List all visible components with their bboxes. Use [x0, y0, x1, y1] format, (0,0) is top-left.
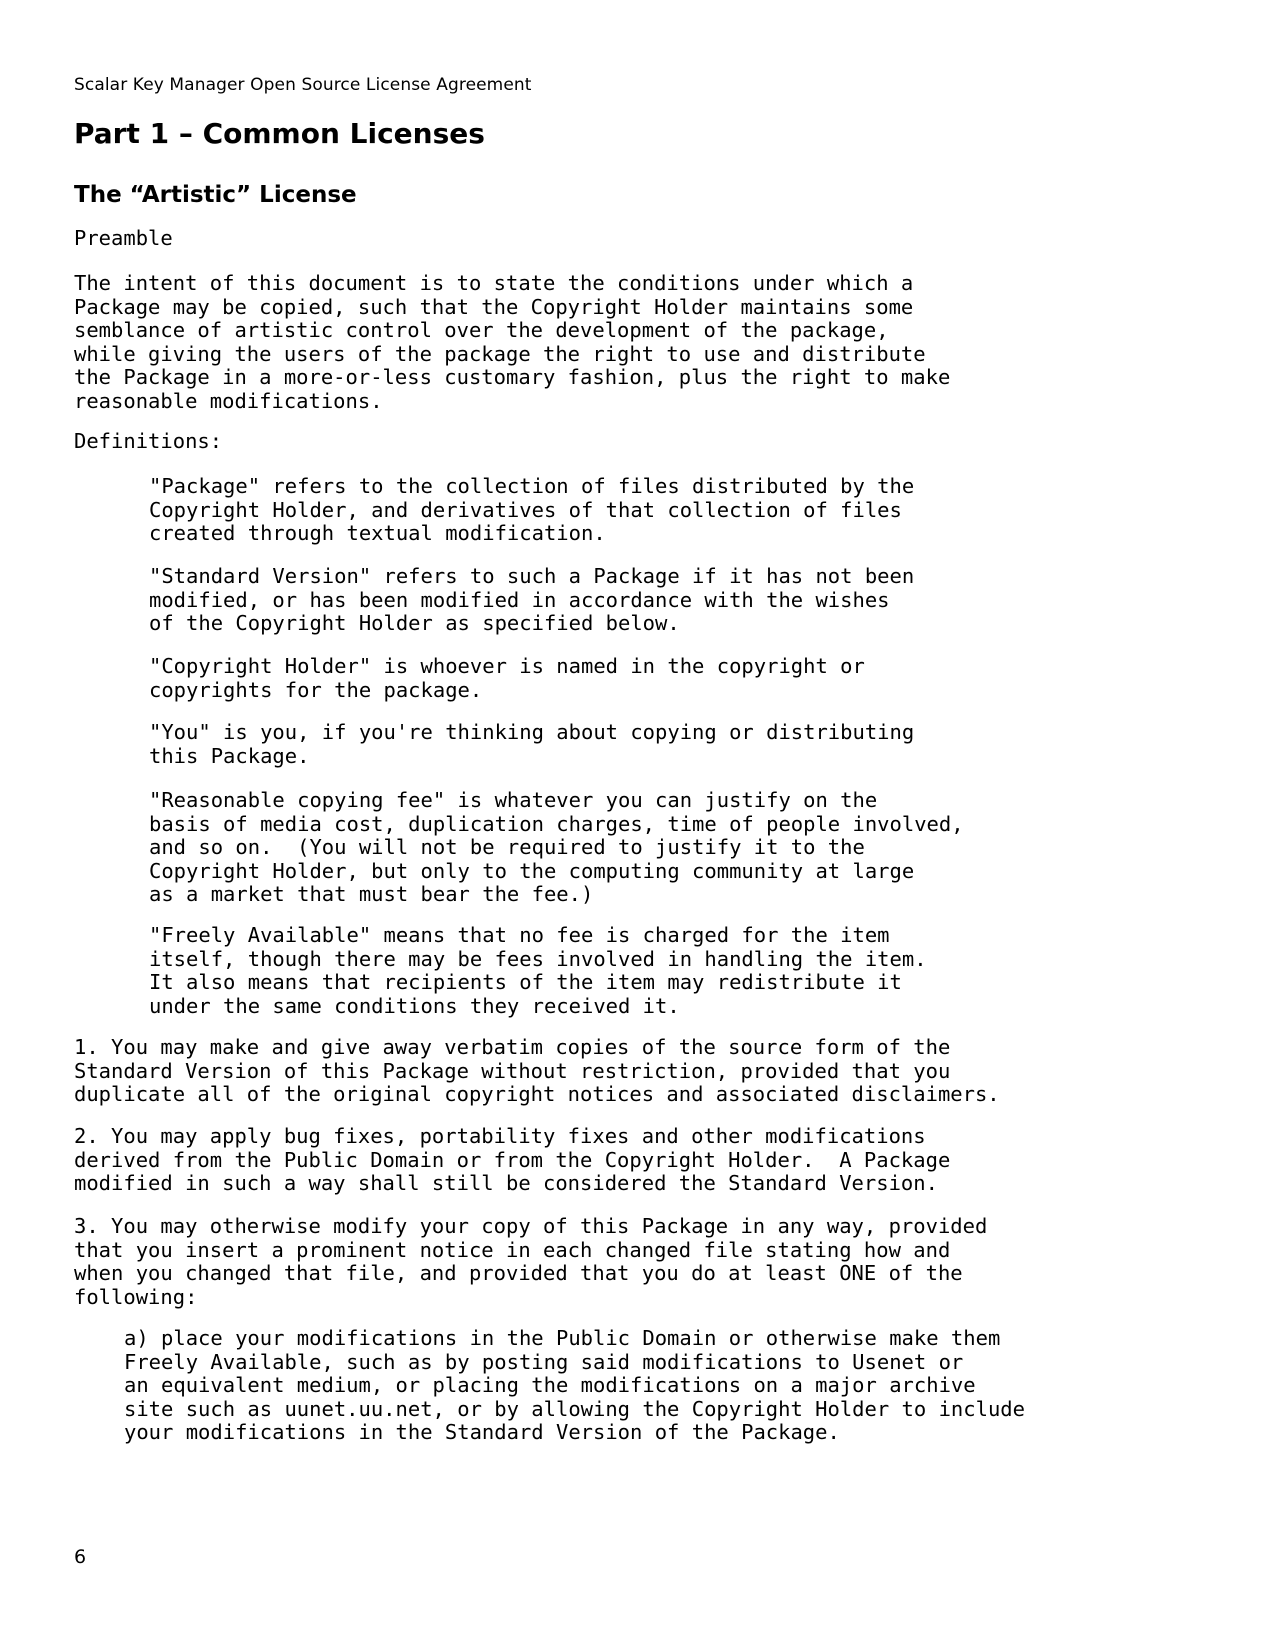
definition-you: "You" is you, if you're thinking about copying or distributing this Package. — [149, 720, 915, 768]
definition-copyright-holder: "Copyright Holder" is whoever is named in the copyright or copyrights for the package. — [149, 654, 865, 702]
license-title: The “Artistic” License — [74, 182, 357, 208]
page-number: 6 — [74, 1546, 87, 1568]
definition-reasonable-copying-fee: "Reasonable copying fee" is whatever you can justify on the basis of media cost, duplication charges, time of people involved, and so on. (You will not be required to justify it to the Copyright Holder, but only to the computing community at large as a market that must bear the fee.) — [149, 788, 964, 906]
definitions-heading: Definitions: — [74, 429, 223, 453]
definition-freely-available: "Freely Available" means that no fee is charged for the item itself, though there may be fees involved in handling the item. It also means that recipients of the item may redistribute it under the same conditions they received it. — [149, 923, 927, 1018]
definition-standard-version: "Standard Version" refers to such a Package if it has not been modified, or has been modified in accordance with the wishes of the Copyright Holder as specified below. — [149, 564, 915, 635]
preamble-heading: Preamble — [74, 226, 173, 250]
running-header: Scalar Key Manager Open Source License Agreement — [74, 75, 532, 95]
part-title: Part 1 – Common Licenses — [74, 117, 485, 150]
clause-1: 1. You may make and give away verbatim copies of the source form of the Standard Version of this Package without restriction, provided that you duplicate all of the original copyright notices and associated disclaimers. — [74, 1035, 1000, 1106]
clause-3: 3. You may otherwise modify your copy of this Package in any way, provided that you insert a prominent notice in each changed file stating how and when you changed that file, and provided that you do at least ONE of the following: — [74, 1214, 988, 1309]
definition-package: "Package" refers to the collection of files distributed by the Copyright Holder, and derivatives of that collection of files created through textual modification. — [149, 474, 915, 545]
subclause-a: a) place your modifications in the Public Domain or otherwise make them Freely Available, such as by posting said modifications to Usenet or an equivalent medium, or placing the modifications on a major archive site such as uunet.uu.net, or by allowing the Copyright Holder to include your modifications in the Standard Version of the Package. — [124, 1326, 1025, 1444]
clause-2: 2. You may apply bug fixes, portability fixes and other modifications derived from the Public Domain or from the Copyright Holder. A Package modified in such a way shall still be considered the Standard Version. — [74, 1124, 951, 1195]
preamble-paragraph: The intent of this document is to state the conditions under which a Package may be copied, such that the Copyright Holder maintains some semblance of artistic control over the development of the package, while giving the users of the package the right to use and distribute the Package in a more-or-less customary fashion, plus the right to make reasonable modifications. — [74, 271, 951, 413]
